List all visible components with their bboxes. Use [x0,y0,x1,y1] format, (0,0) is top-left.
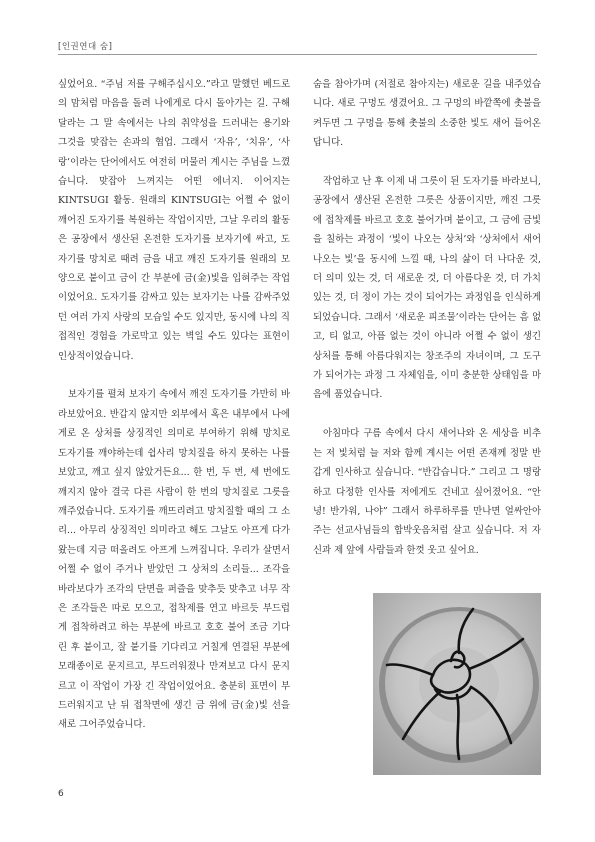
header-label: [인권연대 숨] [58,42,113,52]
running-header [58,40,537,55]
paragraph: 싶었어요. “주님 저를 구해주십시오.”라고 말했던 베드로의 맘처럼 마음을 돌려 나에게로 다시 돌아가는 길. 구해 달라는 그 말 속에서는 나의 취약성을 드러내는 용기와 그것을 맞잡는 손과의 협업. 그래서 ‘자유’, ‘치유’, ‘사랑’이라는 단어에서도 여전히 머물러 계시는 주님을 느꼈습니다. 맞잡아 느껴지는 어떤 에너지. 이어지는 KINTSUGI 활동. 원래의 KINTSUGI는 어쩔 수 없이 깨어진 도자기를 복원하는 작업이지만, 그날 우리의 활동은 공장에서 생산된 온전한 도자기를 보자기에 싸고, 도자기를 망치로 때려 금을 내고 깨진 도자기를 원래의 모양으로 붙이고 금이 간 부분에 금(金)빛을 입혀주는 작업이었어요. 도자기를 감싸고 있는 보자기는 나를 감싸주었던 여러 가지 사랑의 모습일 수도 있지만, 동시에 나의 직접적인 경험을 가로막고 있는 벽일 수도 있다는 표현이 인상적이었습니다. [58,79,290,362]
kintsugi-bowl-photo [373,593,541,775]
paragraph: 보자기를 펼쳐 보자기 속에서 깨진 도자기를 가만히 바라보았어요. 반갑지 않지만 외부에서 혹은 내부에서 나에게로 온 상처를 상징적인 의미로 부여하기 위해 망치로 도자기를 깨야하는데 쉽사리 망치질을 하지 못하는 나를 보았고, 깨고 싶지 않았거든요... 한 번, 두 번, 세 번에도 깨지지 않아 결국 다른 사람이 한 번의 망치질로 그릇을 깨주었습니다. 도자기를 깨뜨리려고 망치질할 때의 그 소리... 아무리 상징적인 의미라고 해도 그날도 아프게 다가왔는데 지금 떠올려도 아프게 느껴집니다. 우리가 살면서 어쩔 수 없이 주거나 받았던 그 상처의 소리들... 조각을 바라보다가 조각의 단면을 퍼즐을 맞추듯 맞추고 너무 작은 조각들은 따로 모으고, 접착제를 연고 바르듯 부드럽게 접착하려고 하는 부분에 바르고 호호 불어 조금 기다린 후 붙이고, 잘 붙기를 기다리고 거칠게 연결된 부분에 모래종이로 문지르고, 부드러워졌나 만져보고 다시 문지르고 이 작업이 가장 긴 작업이었어요. 충분히 표면이 부드러워지고 난 뒤 접착면에 생긴 금 위에 금(金)빛 선을 새로 그어주었습니다. [58,389,290,731]
paragraph: 숨을 참아가며 (저절로 참아지는) 새로운 길을 내주었습니다. 새로 구멍도 생겼어요. 그 구멍의 바깥쪽에 촛불을 켜두면 그 구멍을 통해 촛불의 소중한 빛도 새어 들어온답니다. [313,79,541,149]
paragraph-gap [313,153,541,172]
paragraph-gap [313,405,541,424]
paragraph: 아침마다 구름 속에서 다시 새어나와 온 세상을 비추는 저 빛처럼 늘 저와 함께 계시는 어떤 존재께 정말 반갑게 인사하고 싶습니다. “반갑습니다.” 그리고 그 명랑하고 다정한 인사를 저에게도 건네고 싶어졌어요. “안녕! 반가워, 나야” 그래서 하루하루를 만나면 얼싸안아주는 선교사님들의 합박웃음처럼 살고 싶습니다. 저 자신과 제 앞에 사람들과 한껏 웃고 싶어요. [313,428,541,556]
left-column [58,75,290,735]
right-column [313,75,541,560]
kintsugi-bowl-illustration [373,593,541,775]
paragraph-gap [58,366,290,385]
paragraph: 작업하고 난 후 이제 내 그릇이 된 도자기를 바라보니, 공장에서 생산된 온전한 그릇은 상품이지만, 깨진 그릇에 접착제를 바르고 호호 불어가며 붙이고, 그 금에 금빛을 칠하는 과정이 ‘빛이 나오는 상처’와 ‘상처에서 새어나오는 빛’을 동시에 느낄 때, 나의 삶이 더 나다운 것, 더 의미 있는 것, 더 새로운 것, 더 아름다운 것, 더 가치 있는 것, 더 정이 가는 것이 되어가는 과정임을 인식하게 되었습니다. 그래서 ‘새로운 피조물’이라는 단어는 흠 없고, 티 없고, 아픔 없는 것이 아니라 어쩔 수 없이 생긴 상처를 통해 아름다워지는 창조주의 자녀이며, 그 도구가 되어가는 과정 그 자체임을, 이미 충분한 상태임을 마음에 품었습니다. [313,176,541,401]
page-number: 6 [58,789,64,799]
